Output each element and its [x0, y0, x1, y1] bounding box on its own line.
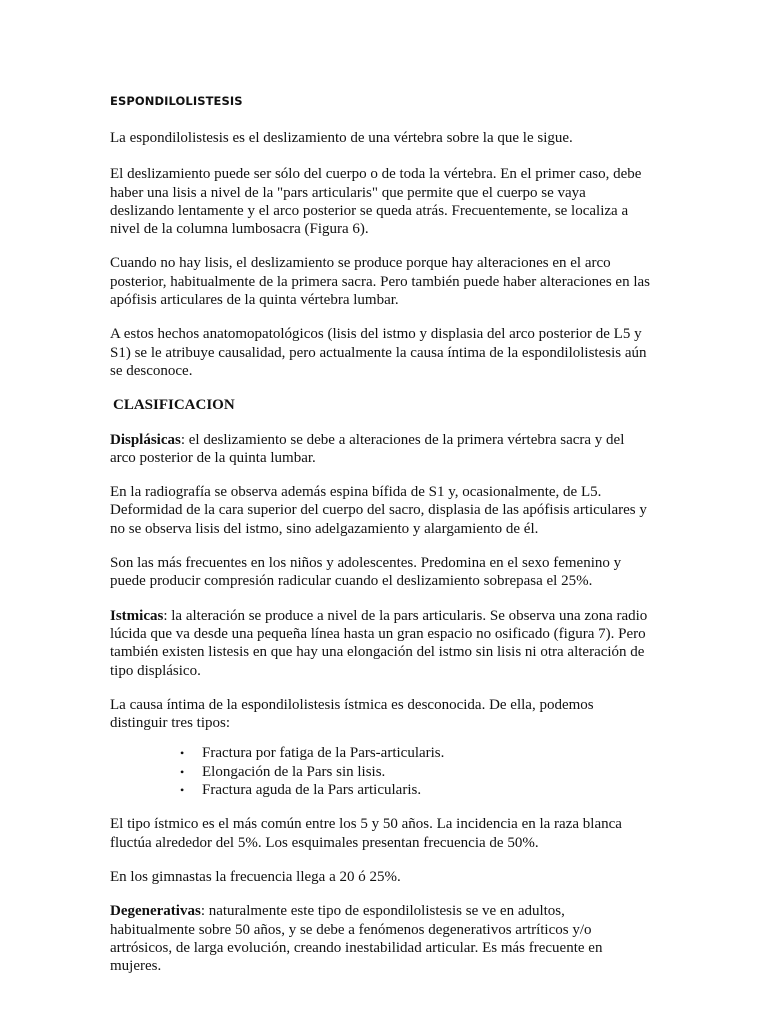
document-title: ESPONDILOLISTESIS: [110, 94, 243, 108]
paragraph-6: La causa íntima de la espondilolistesis ístmica es desconocida. De ella, podemos distinguir tres tipos:: [110, 696, 594, 732]
paragraph-5: Son las más frecuentes en los niños y adolescentes. Predomina en el sexo femenino y puede producir compresión radicular cuando el deslizamiento sobrepasa el 25%.: [110, 555, 622, 590]
list-item: [180, 744, 650, 762]
paragraph-7: El tipo ístmico es el más común entre los 5 y 50 años. La incidencia en la raza blanca fluctúa alrededor del 5%. Los esquimales presentan frecuencia de 50%.: [110, 816, 622, 851]
list-item: [180, 781, 650, 799]
istmicas-paragraph: [110, 607, 650, 680]
degenerativas-term: Degenerativas: [110, 903, 201, 920]
list-item-text: Elongación de la Pars sin lisis.: [202, 763, 386, 780]
bullet-icon: •: [180, 783, 185, 798]
paragraph-3: A estos hechos anatomopatológicos (lisis del istmo y displasia del arco posterior de L5 y S1) se le atribuye causalidad, pero actualmente la causa íntima de la espondilolistesis aún se desconoce.: [110, 326, 647, 379]
istmicas-text: : la alteración se produce a nivel de la pars articularis. Se observa una zona radio lúcida que va desde una pequeña línea hasta un gran espacio no osificado (figura 7). Pero también existen listesis en que hay una elongación del istmo sin lisis ni otra alteración de tipo displásico.: [110, 607, 648, 679]
document-body: [110, 129, 650, 991]
intro-paragraph: La espondilolistesis es el deslizamiento de una vértebra sobre la que le sigue.: [110, 130, 573, 146]
degenerativas-paragraph: [110, 902, 650, 975]
bullet-icon: •: [180, 764, 185, 779]
list-item-text: Fractura aguda de la Pars articularis.: [202, 782, 422, 799]
paragraph-8: En los gimnastas la frecuencia llega a 20 ó 25%.: [110, 868, 401, 885]
paragraph-4: En la radiografía se observa además espina bífida de S1 y, ocasionalmente, de L5. Deformidad de la cara superior del cuerpo del sacro, displasia de las apófisis articulares y no se observa lisis del istmo, sino adelgazamiento y alargamiento de él.: [110, 484, 647, 537]
istmicas-term: Istmicas: [110, 607, 164, 624]
bullet-icon: •: [180, 746, 185, 761]
degenerativas-text: : naturalmente este tipo de espondilolistesis se ve en adultos, habitualmente sobre 50 años, y se debe a fenómenos degenerativos artríticos y/o artrósicos, de larga evolución, creando inestabilidad articular. Es más frecuente en mujeres.: [110, 903, 603, 975]
types-list: [110, 744, 650, 799]
displasicas-text: : el deslizamiento se debe a alteraciones de la primera vértebra sacra y del arco posterior de la quinta lumbar.: [110, 431, 625, 466]
displasicas-paragraph: [110, 431, 650, 468]
list-item: [180, 763, 650, 781]
paragraph-1: El deslizamiento puede ser sólo del cuerpo o de toda la vértebra. En el primer caso, debe haber una lisis a nivel de la "pars articularis" que permite que el cuerpo se vaya deslizando lentamente y el arco posterior se queda atrás. Frecuentemente, se localiza a nivel de la columna lumbosacra (Figura 6).: [110, 166, 642, 238]
section-heading-clasificacion: CLASIFICACION: [113, 397, 235, 414]
displasicas-term: Displásicas: [110, 431, 181, 448]
paragraph-2: Cuando no hay lisis, el deslizamiento se produce porque hay alteraciones en el arco posterior, habitualmente de la primera sacra. Pero también puede haber alteraciones en las apófisis articulares de la quinta vértebra lumbar.: [110, 255, 650, 309]
list-item-text: Fractura por fatiga de la Pars-articularis.: [202, 745, 445, 762]
